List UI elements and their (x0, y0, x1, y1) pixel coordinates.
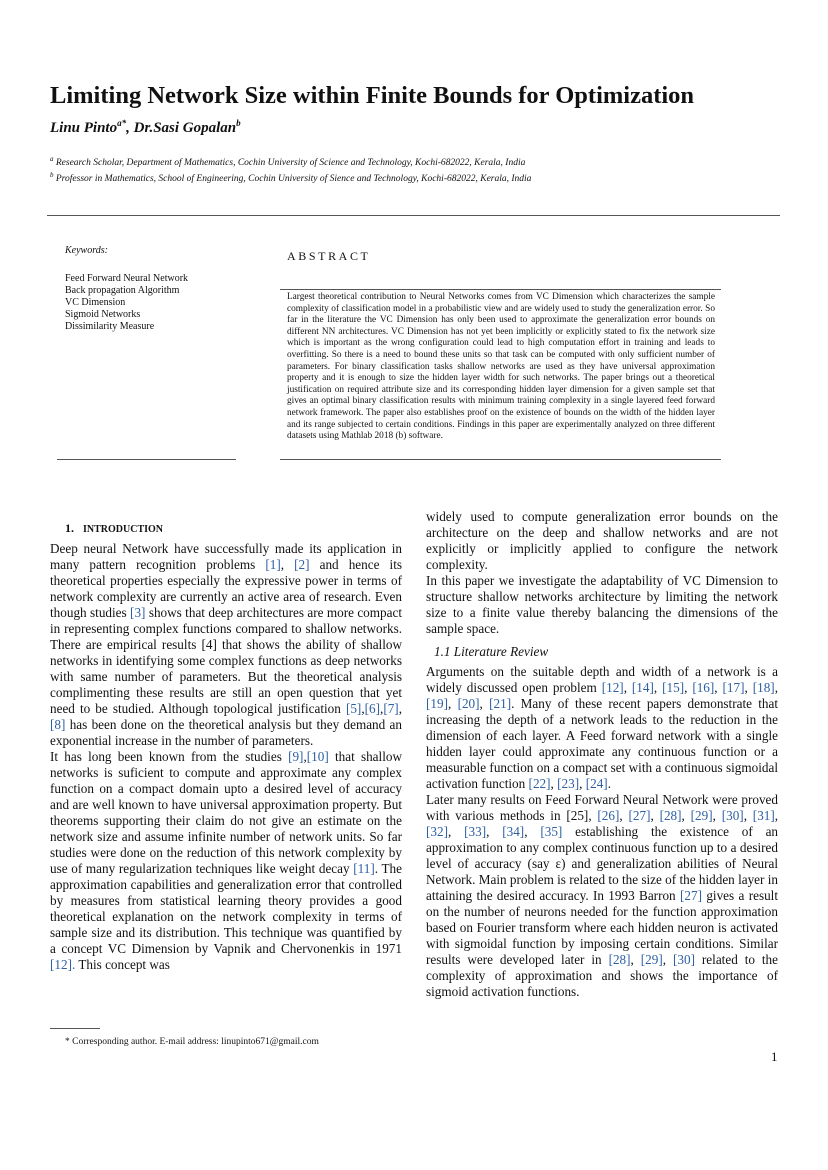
citation-link[interactable]: [28] (659, 808, 682, 823)
citation-link[interactable]: [17] (722, 680, 745, 695)
paper-title: Limiting Network Size within Finite Bounds for Optimization (50, 82, 695, 109)
citation-link[interactable]: [26] (597, 808, 620, 823)
citation-link[interactable]: [10] (306, 749, 329, 764)
abstract-top-rule (280, 289, 721, 290)
right-column-intro (426, 509, 778, 637)
citation-link[interactable]: [14] (631, 680, 654, 695)
page-number: 1 (771, 1049, 778, 1064)
citation-link[interactable]: [7] (383, 701, 399, 716)
keyword-item: Dissimilarity Measure (65, 321, 155, 332)
abstract-bottom-rule (280, 459, 721, 460)
citation-link[interactable]: [1] (265, 557, 281, 572)
citation-link[interactable]: [33] (464, 824, 487, 839)
citation-link[interactable]: [9] (288, 749, 304, 764)
paragraph: In this paper we investigate the adaptability of VC Dimension to structure shallow networks architecture by limiting the network size to a finite value thereby balancing the dimensions of the sample space. (426, 573, 778, 636)
section-heading-introduction: 1. INTRODUCTION (65, 521, 164, 535)
citation-link[interactable]: [23] (557, 776, 580, 791)
paragraph: Arguments on the suitable depth and width of a network is a widely discussed open problem [12], [14], [15], [16], [17], [18], [19], [20], [21]. Many of these recent papers demonstrate that increasing the depth of a network leads to the reduction in the dimension of each layer. A Feed forward network with a single hidden layer could approximate any continuous function or a measurable function on a compact set with a continuous sigmoidal activation function [22], [23], [24]. (426, 664, 779, 791)
right-column (426, 509, 778, 1000)
paragraph: Later many results on Feed Forward Neural Network were proved with various methods in [25], [26], [27], [28], [29], [30], [31], [32], [33], [34], [35] establishing the existence of an approximation to any complex continuous function up to a desired level of accuracy (say ε) and generalization abilities of Neural Network. Main problem is related to the size of the hidden layer in attaining the desired accuracy. In 1993 Barron [27] gives a result on the number of neurons needed for the function approximation based on Fourier transform where each hidden neuron is activated with sigmoidal function by imposing certain conditions. Similar results were developed later in [28], [29], [30] related to the complexity of approximation and shows the importance of sigmoid activation functions. (426, 792, 779, 999)
citation-link[interactable]: [16] (692, 680, 715, 695)
citation-link[interactable]: [19] (426, 696, 448, 711)
citation-link[interactable]: [29] (640, 952, 663, 967)
citation-link[interactable]: [28] (608, 952, 631, 967)
citation-link[interactable]: [31] (752, 808, 775, 823)
citation-link[interactable]: [11] (353, 861, 375, 876)
keyword-item: Back propagation Algorithm (65, 285, 180, 296)
keywords-heading: Keywords: (65, 245, 108, 256)
citation-link[interactable]: [8] (50, 717, 66, 732)
subsection-heading-literature-review: 1.1 Literature Review (434, 644, 549, 659)
citation-link[interactable]: [34] (502, 824, 525, 839)
citation-link[interactable]: [12] (601, 680, 624, 695)
citation-link[interactable]: [32] (426, 824, 448, 839)
citation-link[interactable]: [18] (752, 680, 775, 695)
keywords-list (65, 273, 188, 333)
abstract-heading: ABSTRACT (287, 249, 371, 263)
citation-link[interactable]: [15] (662, 680, 685, 695)
citation-link[interactable]: [5] (345, 701, 362, 716)
author-name: Linu Pinto (50, 120, 118, 136)
citation-link[interactable]: [27] (680, 888, 702, 903)
footnote-rule (50, 1028, 100, 1029)
citation-link[interactable]: [3] (130, 605, 146, 620)
paragraph: Deep neural Network have successfully made its application in many pattern recognition problems [1], [2] and hence its theoretical properties especially the expressive power in terms of network complexity are currently an active area of research. Even though studies [3] shows that deep architectures are more compact in representing complex functions compared to shallow networks. There are empirical results [4] that shows the ability of shallow networks in identifying some complex functions as deep networks with same number of parameters. But the theoretical analysis complimenting these results are still an open question that yet need to be studied. Although topological justification [5],[6],[7],[8] has been done on the theoretical analysis but they demand an exponential increase in the number of parameters. (50, 541, 403, 748)
affiliation-a: $^a$ Research Scholar, Department of Mathematics, Cochin University of Science and Technology, Kochi-682022, Kerala, India (50, 155, 526, 169)
citation-link[interactable]: [6] (364, 701, 381, 716)
citation-link[interactable]: [20] (457, 696, 480, 711)
corresponding-author-footnote: * Corresponding author. E-mail address: linupinto671@gmail.com (65, 1037, 319, 1047)
keyword-item: Feed Forward Neural Network (65, 273, 189, 284)
header-divider (47, 215, 780, 216)
keyword-item: Sigmoid Networks (65, 309, 141, 320)
citation-link[interactable]: [35] (540, 824, 563, 839)
citation-link[interactable]: [22] (528, 776, 551, 791)
citation-link[interactable]: [2] (294, 557, 310, 572)
paragraph: widely used to compute generalization error bounds on the architecture on the deep and shallow networks and are not explicitly or implicitly applied to configure the network complexity. (426, 509, 778, 572)
author-name: Dr.Sasi Gopalan (133, 120, 237, 136)
keywords-divider (57, 459, 236, 460)
right-column-literature (426, 664, 778, 1000)
citation-link[interactable]: [29] (690, 808, 713, 823)
citation-link[interactable]: [24] (585, 776, 608, 791)
paragraph: It has long been known from the studies [9],[10] that shallow networks is suficient to compute and approximate any complex function on a compact domain upto a desired level of accuracy and are well known to have universal approximation property. But theorems supporting their claim do not give an estimate on the network size and assume infinite number of network units. So far studies were done on the reduction of this network complexity by use of many regularization techniques like weight decay [11]. The approximation capabilities and generalization error that controlled by measures from statistical learning theory provides a good theoretical explanation on the network complexity in terms of sample size and its distribution. This technique was quantified by a concept VC Dimension by Vapnik and Chervonenkis in 1971 [12]. This concept was (50, 749, 402, 972)
citation-link[interactable]: [27] (628, 808, 651, 823)
author-list: Linu Pinto$^{a*}$, Dr.Sasi Gopalan$^b$ (50, 118, 241, 136)
citation-link[interactable]: [30] (673, 952, 695, 967)
citation-link[interactable]: [12]. (50, 957, 76, 972)
abstract-body: Largest theoretical contribution to Neural Networks comes from VC Dimension which characterizes the sample complexity of classification model in a probabilistic view and are widely used to study the generalization error. So far in the literature the VC Dimension has only been used to approximate the generalization error bounds on different NN architectures. VC Dimension has not yet been implicitly or explicitly stated to fix the network size which is important as the wrong configuration could lead to high computation effort in training and leads to overfitting. So there is a need to bound these units so that task can be computed with only sufficient number of parameters. For binary classification tasks shallow networks are used as they have universal approximation property and it is enough to size the hidden layer width for such networks. The paper brings out a theoretical justification on required attribute size and its corresponding hidden layer dimension for a given sample set that gives an optimal binary classification results with minimum training complexity in a single layered feed forward network framework. The paper also establishes proof on the existence of bounds on the width of the hidden layer and its range subjected to certain conditions. Findings in this paper are experimentally analyzed on three different datasets using Mathlab 2018 (b) software. (287, 292, 715, 442)
keyword-item: VC Dimension (65, 297, 126, 308)
affiliation-b: $^b$ Professor in Mathematics, School of Engineering, Cochin University of Sience and Technology, Kochi-682022, Kerala, India (50, 171, 532, 185)
citation-link[interactable]: [21] (489, 696, 512, 711)
citation-link[interactable]: [30] (721, 808, 744, 823)
left-column (50, 541, 402, 973)
